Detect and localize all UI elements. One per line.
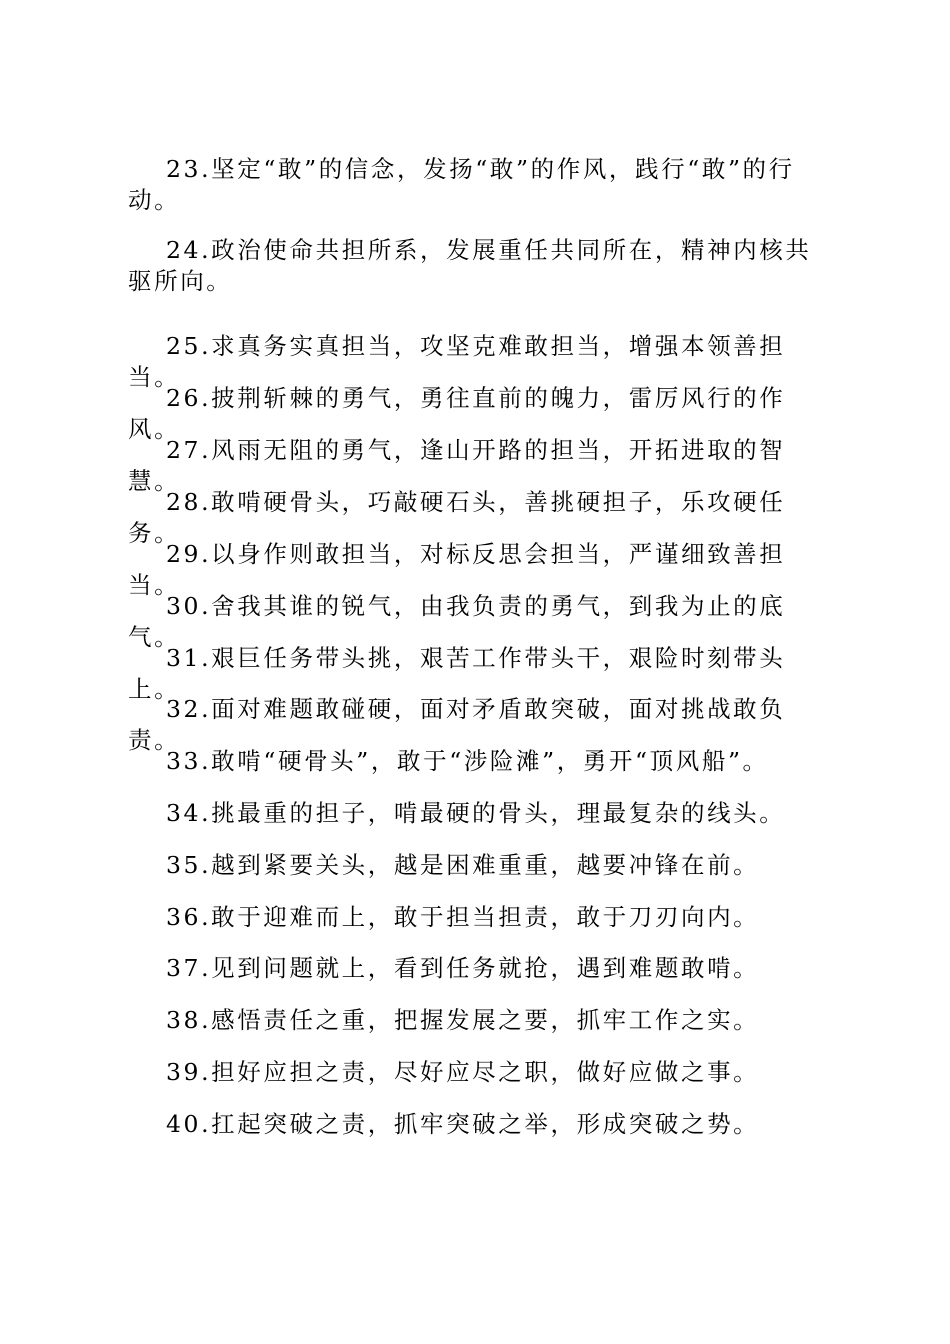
list-item-23: 23.坚定“敢”的信念，发扬“敢”的作风，践行“敢”的行动。: [128, 155, 795, 214]
list-item-39: 39.担好应担之责，尽好应尽之职，做好应做之事。: [166, 1058, 760, 1086]
list-item-32: 32.面对难题敢碰硬，面对矛盾敢突破，面对挑战敢负责。: [128, 695, 786, 754]
list-item-26: 26.披荆斩棘的勇气，勇往直前的魄力，雷厉风行的作风。: [128, 384, 786, 443]
list-item-34: 34.挑最重的担子，啃最硬的骨头，理最复杂的线头。: [166, 799, 786, 827]
list-item-25: 25.求真务实真担当，攻坚克难敢担当，增强本领善担当。: [128, 332, 786, 391]
list-item-31: 31.艰巨任务带头挑，艰苦工作带头干，艰险时刻带头上。: [128, 644, 786, 703]
list-item-36: 36.敢于迎难而上，敢于担当担责，敢于刀刃向内。: [166, 903, 760, 931]
list-item-40: 40.扛起突破之责，抓牢突破之举，形成突破之势。: [166, 1110, 760, 1138]
list-item-37: 37.见到问题就上，看到任务就抢，遇到难题敢啃。: [166, 954, 760, 982]
list-item-28: 28.敢啃硬骨头，巧敲硬石头，善挑硬担子，乐攻硬任务。: [128, 488, 786, 547]
list-item-35: 35.越到紧要关头，越是困难重重，越要冲锋在前。: [166, 851, 760, 879]
list-item-38: 38.感悟责任之重，把握发展之要，抓牢工作之实。: [166, 1006, 760, 1034]
list-item-27: 27.风雨无阻的勇气，逢山开路的担当，开拓进取的智慧。: [128, 436, 786, 495]
list-item-24: 24.政治使命共担所系，发展重任共同所在，精神内核共驱所向。: [128, 236, 812, 295]
list-item-33: 33.敢啃“硬骨头”，敢于“涉险滩”，勇开“顶风船”。: [166, 747, 769, 775]
list-item-29: 29.以身作则敢担当，对标反思会担当，严谨细致善担当。: [128, 540, 786, 599]
list-item-30: 30.舍我其谁的锐气，由我负责的勇气，到我为止的底气。: [128, 592, 786, 651]
